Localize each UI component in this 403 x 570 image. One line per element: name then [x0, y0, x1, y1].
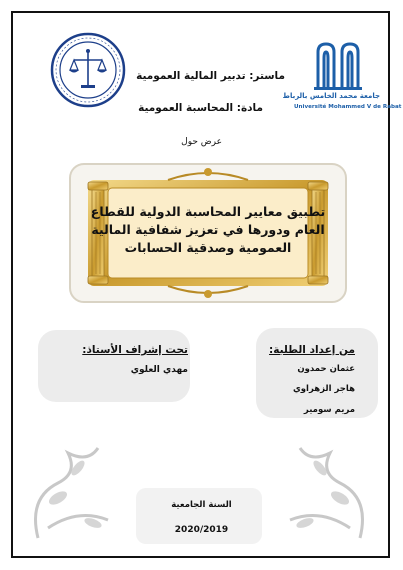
student-name-2: هاجر الزهراوي	[292, 384, 355, 394]
presentation-label: عرض حول	[181, 137, 222, 147]
academic-year-value: 2020/2019	[174, 525, 229, 535]
students-heading: من إعداد الطلبة:	[269, 344, 355, 356]
title-line-3: العمومية وصدقية الحسابات	[124, 240, 292, 255]
supervisor-name: مهدي العلوي	[130, 365, 188, 375]
subject-label: مادة: المحاسبة العمومية	[138, 102, 263, 114]
seal-logo	[50, 32, 126, 108]
academic-year-label: السنة الجامعية	[171, 500, 232, 510]
student-name-3: مريم سومير	[303, 405, 355, 415]
title-banner	[68, 162, 348, 304]
student-name-1: عثمان حمدون	[297, 364, 355, 374]
university-name-latin: Université Mohammed V de Rabat	[294, 104, 402, 110]
university-logo	[282, 38, 402, 122]
supervisor-heading: تحت إشراف الأستاذ:	[82, 344, 188, 356]
title-line-1: تطبيق معايير المحاسبة الدولية للقطاع	[90, 204, 326, 219]
university-name-arabic: جامعة محمد الخامس بالرباط	[282, 92, 380, 100]
program-label: ماستر: تدبير المالية العمومية	[136, 70, 285, 82]
title-line-2: العام ودورها في تعزيز شفافية المالية	[91, 222, 325, 237]
